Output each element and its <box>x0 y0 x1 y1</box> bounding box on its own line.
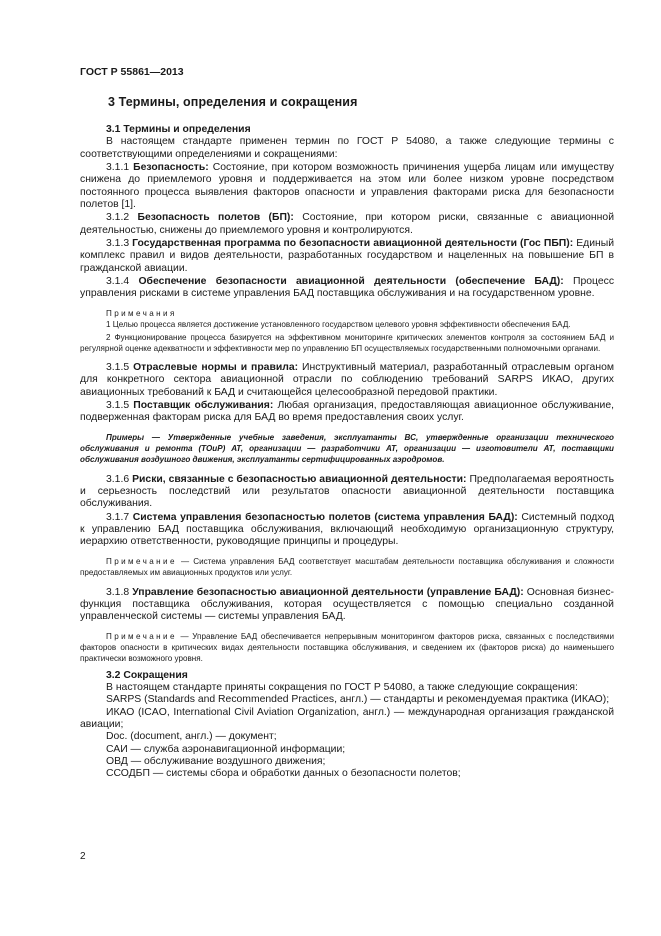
note-3-1-8 <box>80 631 614 664</box>
term-3-1-6 <box>80 474 614 511</box>
intro-paragraph: В настоящем стандарте применен термин по ГОСТ Р 54080, а также следующие термины с соответствующими определениями и сокращениями: <box>80 136 614 160</box>
term-3-1-7 <box>80 512 614 549</box>
term-number: 3.1.5 <box>106 399 130 411</box>
examples-paragraph: Примеры — Утвержденные учебные заведения, эксплуатанты ВС, утвержденные организации технического обслуживания и ремонта (ТОиР) АТ, организации — разработчики АТ, организации — изготовители АТ, поставщики обслуживания воздушного движения, эксплуатанты сертифицированных аэродромов. <box>80 432 614 464</box>
term-definition: Основная бизнес-функция поставщика обслуживания, которая осуществляется с помощью специально созданной управленческой системы — системы управления БАД. <box>80 586 614 623</box>
term-name: Обеспечение безопасности авиационной деятельности (обеспечение БАД): <box>138 276 564 288</box>
term-definition: Состояние, при котором риски, связанные с авиационной деятельностью, снижены до приемлемого уровня и контролируются. <box>80 212 614 236</box>
term-3-1-8 <box>80 587 614 624</box>
notes-block <box>80 308 614 354</box>
term-definition: Предполагаемая вероятность и серьезность последствий или результатов опасности авиационной деятельности поставщика обслуживания. <box>80 473 614 510</box>
page-number: 2 <box>80 851 86 862</box>
term-name: Отраслевые нормы и правила: <box>133 361 299 373</box>
term-number: 3.1.7 <box>106 511 130 523</box>
term-definition: Инструктивный материал, разработанный отраслевым органом для конкретного сектора авиационной отрасли по соблюдению требований SARPS ИКАО, других авиационных требований к БАД и считающейся целесообразной передовой практики. <box>80 361 614 398</box>
abbreviation-item: ИКАО (ICAO, International Civil Aviation Organization, англ.) — международная организация гражданской авиации; <box>80 706 614 730</box>
term-number: 3.1.6 <box>106 473 130 485</box>
subsection-title-abbreviations: 3.2 Сокращения <box>106 669 188 681</box>
term-number: 3.1.8 <box>106 586 130 598</box>
term-number: 3.1.3 <box>106 238 130 250</box>
term-definition: Любая организация, предоставляющая авиационное обслуживание, подверженная факторам риска для БАД во время предоставления своих услуг. <box>80 399 615 424</box>
term-3-1-5b <box>80 400 614 425</box>
term-definition: Системный подход к управлению БАД поставщика обслуживания, включающий необходимую организационную структуру, иерархию ответственности, руководящие принципы и процедуры. <box>80 511 615 548</box>
term-name: Поставщик обслуживания: <box>133 399 274 411</box>
term-name: Безопасность: <box>133 162 209 174</box>
term-number: 3.1.5 <box>106 361 130 373</box>
term-name: Безопасность полетов (БП): <box>137 212 294 224</box>
note-label: Примечание <box>106 631 177 641</box>
term-number: 3.1.1 <box>106 162 130 174</box>
subsection-title-terms: 3.1 Термины и определения <box>106 124 251 135</box>
term-definition: Единый комплекс правил и видов деятельности, разработанных государством и нацеленных на повышение БП в гражданской авиации. <box>80 238 615 274</box>
standard-header: ГОСТ Р 55861—2013 <box>80 66 184 78</box>
term-definition: Процесс управления рисками в системе управления БАД поставщика обслуживания и на государственном уровне. <box>80 276 615 300</box>
abbreviation-item: САИ — служба аэронавигационной информации; <box>106 743 346 755</box>
note-3-1-7 <box>80 556 614 578</box>
abbreviation-item: Doc. (document, англ.) — документ; <box>106 731 277 743</box>
abbreviation-item: SARPS (Standards and Recommended Practices, англ.) — стандарты и рекомендуемая практика (ИКАО); <box>106 694 610 706</box>
note-text: — Управление БАД обеспечивается непрерывным мониторингом факторов риска, связанных с последствиями факторов опасности в критических видах деятельности поставщика обслуживания, и сведением их (факторов риска) до наименьшего практически возможного уровня. <box>80 631 614 663</box>
term-3-1-3 <box>80 238 614 275</box>
term-number: 3.1.4 <box>106 276 130 288</box>
term-name: Система управления безопасностью полетов (система управления БАД): <box>132 511 518 523</box>
term-3-1-5a <box>80 362 614 399</box>
document-body <box>80 124 614 781</box>
section-title: 3 Термины, определения и сокращения <box>108 95 358 109</box>
abbreviation-item: ОВД — обслуживание воздушного движения; <box>106 756 326 768</box>
abbreviations-intro: В настоящем стандарте приняты сокращения по ГОСТ Р 54080, а также следующие сокращения: <box>106 681 578 693</box>
notes-label: Примечания <box>106 308 177 318</box>
term-3-1-4 <box>80 276 614 301</box>
term-number: 3.1.2 <box>106 212 130 224</box>
note-item: 1 Целью процесса является достижение установленного государством целевого уровня эффективности обеспечения БАД. <box>106 319 571 329</box>
term-name: Управление безопасностью авиационной деятельности (управление БАД): <box>132 586 524 598</box>
term-name: Государственная программа по безопасности авиационной деятельности (Гос ПБП): <box>132 238 574 250</box>
note-item: 2 Функционирование процесса базируется на эффективном мониторинге критических элементов контроля за состоянием БАД и регулярной оценке адекватности и эффективности мер по управлению БП осуществляемых государственными полномочными органами. <box>80 332 614 353</box>
term-3-1-2 <box>80 212 614 237</box>
term-name: Риски, связанные с безопасностью авиационной деятельности: <box>132 473 467 485</box>
term-definition: Состояние, при котором возможность причинения ущерба лицам или имуществу снижена до приемлемого уровня и поддерживается на этом или более низком уровне посредством постоянного процесса выявления факторов опасности и управления факторами риска для безопасности полетов [1]. <box>80 162 614 211</box>
abbreviation-item: ССОДБП — системы сбора и обработки данных о безопасности полетов; <box>106 768 461 780</box>
term-3-1-1 <box>80 162 614 211</box>
note-text: — Система управления БАД соответствует масштабам деятельности поставщика обслуживания и сложности предоставляемых им авиационных продуктов или услуг. <box>80 556 614 577</box>
note-label: Примечание <box>106 556 177 566</box>
